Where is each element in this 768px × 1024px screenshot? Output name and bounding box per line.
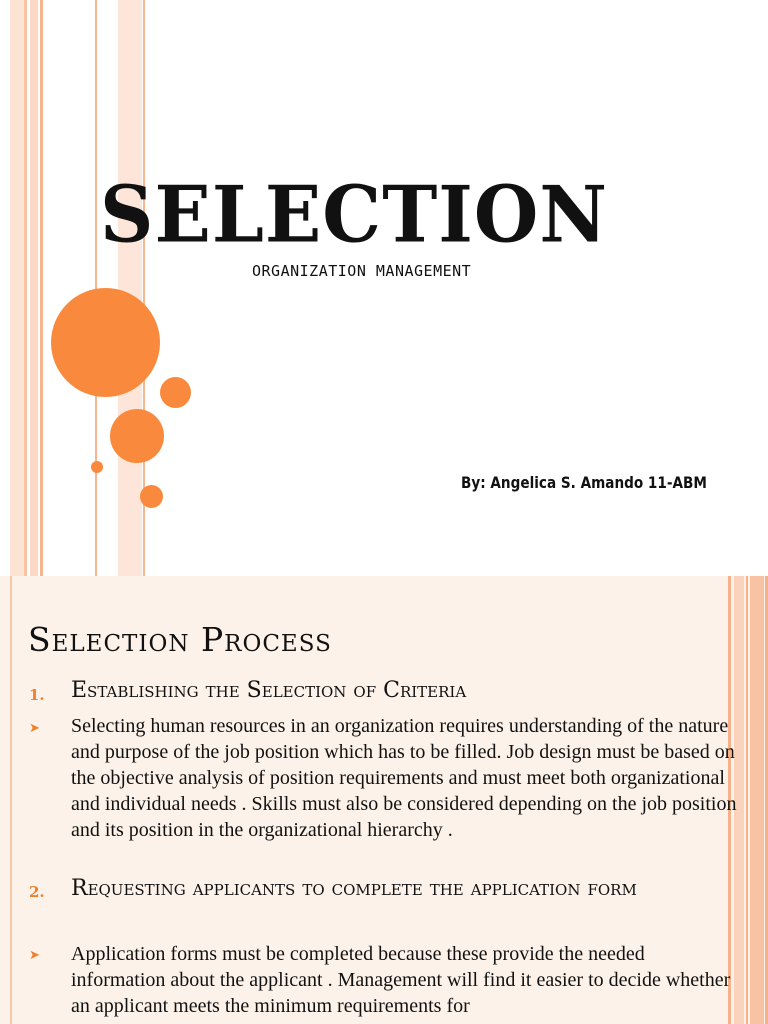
author-line: By: Angelica S. Amando 11-ABM	[461, 473, 707, 492]
small-orange-circle	[160, 377, 191, 408]
item-number: 1.	[29, 686, 45, 704]
tiny-orange-circle	[91, 461, 103, 473]
small-orange-circle-lower	[140, 485, 163, 508]
slide-subtitle: ORGANIZATION MANAGEMENT	[252, 262, 472, 280]
selection-process-slide	[0, 576, 768, 1024]
item-title: Requesting applicants to complete the application form	[71, 876, 637, 901]
item-title: Establishing the Selection of Criteria	[71, 678, 467, 703]
item-paragraph: Selecting human resources in an organization requires understanding of the nature and purpose of the job position which has to be filled. Job design must be based on the objective analysis of position requirements and must meet both organizational and individual needs . Skills must also be considered depending on the job position and its position in the organizational hierarchy .	[71, 715, 737, 841]
decorative-stripes	[0, 0, 150, 576]
item-number: 2.	[29, 883, 45, 901]
medium-orange-circle	[110, 409, 164, 463]
left-divider-line	[10, 576, 12, 1024]
large-orange-circle	[51, 288, 160, 397]
slide-heading: Selection Process	[28, 620, 332, 659]
item-paragraph: Application forms must be completed because these provide the needed information about the applicant . Management will find it easier to decide whether an applicant meets the minimum requirements for	[71, 943, 731, 1017]
slide-title: SELECTION	[100, 169, 608, 261]
bullet-arrow-icon: ➤	[29, 948, 40, 963]
bullet-arrow-icon: ➤	[29, 721, 40, 736]
